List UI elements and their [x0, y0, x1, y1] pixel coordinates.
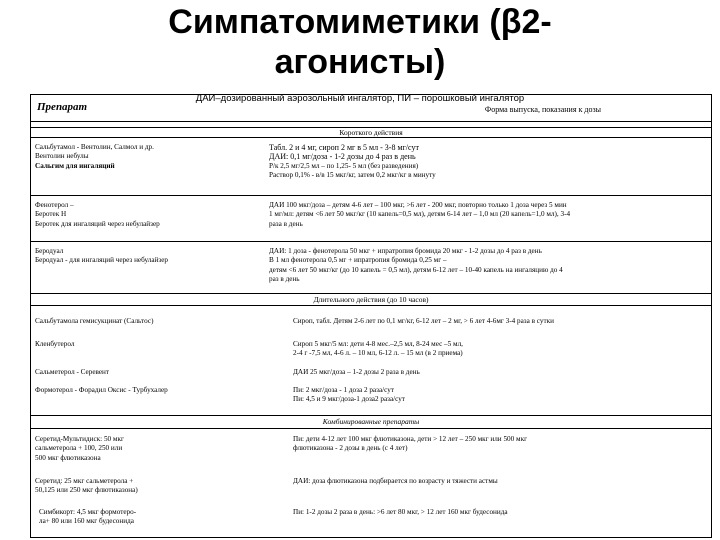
section-short-acting: Короткого действия — [31, 127, 711, 138]
form-cell — [269, 143, 707, 181]
form-line: ДАИ 100 мкг/доза – детям 4-6 лет – 100 мкг, >6 лет - 200 мкг, повторно только 1 доза через 5 мин — [269, 201, 567, 209]
header-drug-column: Препарат — [37, 101, 88, 113]
form-line: раза в день — [269, 219, 303, 228]
form-cell — [293, 317, 707, 326]
drug-cell — [35, 143, 263, 171]
form-cell — [293, 508, 707, 517]
form-line: Пи: 1-2 дозы 2 раза в день: >6 лет 80 мкг, > 12 лет 160 мкг будесонида — [293, 508, 508, 516]
drug-line: Симбикорт: 4,5 мкг формотеро- — [39, 508, 137, 516]
form-line: В 1 мл фенотерола 0,5 мг + ипратропия бромида 0,25 мг – — [269, 256, 447, 265]
form-line: детям <6 лет 50 мкг/кг (до 10 капель = 0,5 мл), детям 6-12 лет – 10-40 капель на ингаляцию до 4 — [269, 265, 563, 274]
form-line: P/к 2,5 мг/2,5 мл – по 1,25- 5 мл (без разведения) — [269, 161, 419, 170]
form-line: 1 мг/мл: детям <6 лет 50 мкг/кг (10 капель=0,5 мл), детям 6-14 лет – 1,0 мл (20 капель=1,0 мл), 3-4 — [269, 210, 571, 219]
table-row — [31, 142, 711, 196]
table-row — [31, 477, 711, 501]
table-row — [31, 242, 711, 288]
section-combined: Комбинированные препараты — [31, 415, 711, 429]
page-title-line-1: Симпатомиметики (β2- — [168, 3, 552, 41]
form-cell — [293, 386, 707, 405]
drug-table — [30, 94, 712, 538]
drug-cell — [35, 435, 263, 463]
section-long-acting: Длительного действия (до 10 часов) — [31, 293, 711, 306]
table-row — [31, 435, 711, 467]
drug-cell — [35, 317, 263, 326]
form-cell — [293, 340, 707, 359]
form-line: раз в день — [269, 275, 300, 284]
form-line: ДАИ: 1 доза - фенотерола 50 мкг + ипратропия бромида 20 мкг - 1-2 дозы до 4 раз в день — [269, 247, 542, 255]
drug-line: ла+ 80 или 160 мкг будесонида — [39, 517, 134, 526]
form-cell — [269, 201, 707, 229]
form-cell — [269, 247, 707, 285]
drug-line: 50,125 или 250 мкг флютиказона) — [35, 486, 138, 495]
form-line: ДАИ 25 мкг/доза – 1-2 дозы 2 раза в день — [293, 368, 420, 376]
drug-line: сальметерола + 100, 250 или — [35, 444, 123, 453]
drug-line: Беродуал — [35, 247, 64, 255]
drug-line: Беротек Н — [35, 210, 67, 219]
table-row — [31, 368, 711, 384]
table-row — [31, 508, 711, 532]
form-cell — [293, 477, 707, 486]
form-cell — [293, 368, 707, 377]
form-cell — [293, 435, 707, 454]
drug-line: Вентолин небулы — [35, 152, 89, 161]
table-row — [31, 317, 711, 337]
table-row — [31, 196, 711, 242]
drug-line: Формотерол - Форадил Оксис - Турбухалер — [35, 386, 168, 394]
drug-line: 500 мкг флютиказона — [35, 453, 101, 462]
form-line: флютиказона - 2 дозы в день (с 4 лет) — [293, 444, 408, 453]
table-row — [31, 338, 711, 364]
drug-cell — [35, 340, 263, 349]
drug-line: Кленбутерол — [35, 340, 75, 348]
form-line: Табл. 2 и 4 мг, сироп 2 мг в 5 мл - 3-8 мг/сут — [269, 143, 419, 152]
header-form-column: Форма выпуска, показания к дозы — [484, 105, 601, 114]
form-line: Сироп, табл. Детям 2-6 лет по 0,1 мг/кг, 6-12 лет – 2 мг, > 6 лет 4-6мг 3-4 раза в сутки — [293, 317, 554, 325]
drug-line: Сальбутамол - Вентолин, Салмол и др. — [35, 143, 154, 151]
drug-line: Фенотерол – — [35, 201, 74, 209]
form-line: Сироп 5 мкг/5 мл: дети 4-8 мес.–2,5 мл, 8-24 мес –5 мл, — [293, 340, 463, 348]
drug-cell — [35, 201, 263, 229]
abbreviation-note: ДАИ–дозированный аэрозольный ингалятор, ПИ – порошковый ингалятор — [195, 93, 525, 104]
form-line: Раствор 0,1% - в/в 15 мкг/кг, затем 0,2 мкг/кг в минуту — [269, 171, 436, 180]
page-title-line-2: агонисты) — [274, 43, 446, 81]
table-row — [31, 386, 711, 410]
drug-cell — [35, 247, 263, 266]
form-line: Пи: 4,5 и 9 мкг/доза-1 доза2 раза/сут — [293, 395, 406, 404]
drug-line: Серетид-Мультидиск: 50 мкг — [35, 435, 124, 443]
drug-cell — [35, 386, 263, 395]
drug-line: Беротек для ингаляций через небулайзер — [35, 219, 160, 228]
drug-cell — [35, 368, 263, 377]
form-line: ДАИ: доза флютиказона подбирается по возрасту и тяжести астмы — [293, 477, 498, 485]
drug-cell — [35, 477, 263, 496]
page-title — [0, 2, 720, 82]
form-line: Пи: 2 мкг/доза - 1 доза 2 раза/сут — [293, 386, 394, 394]
form-line: 2-4 г -7,5 мл, 4-6 л. – 10 мл, 6-12 л. – 15 мл (в 2 приема) — [293, 349, 463, 358]
form-line: ДАИ: 0,1 мг/доза - 1-2 дозы до 4 раз в день — [269, 152, 416, 162]
drug-line: Серетид: 25 мкг сальметерола + — [35, 477, 134, 485]
drug-line: Сальметерол - Серевент — [35, 368, 110, 376]
drug-line: Беродуал - для ингаляций через небулайзер — [35, 256, 169, 265]
drug-line: Сальгим для ингаляций — [35, 161, 115, 170]
drug-cell — [39, 508, 267, 527]
drug-line: Сальбутамола гемисукцинат (Сальтос) — [35, 317, 154, 325]
form-line: Пи: дети 4-12 лет 100 мкг флютиказона, дети > 12 лет – 250 мкг или 500 мкг — [293, 435, 528, 443]
